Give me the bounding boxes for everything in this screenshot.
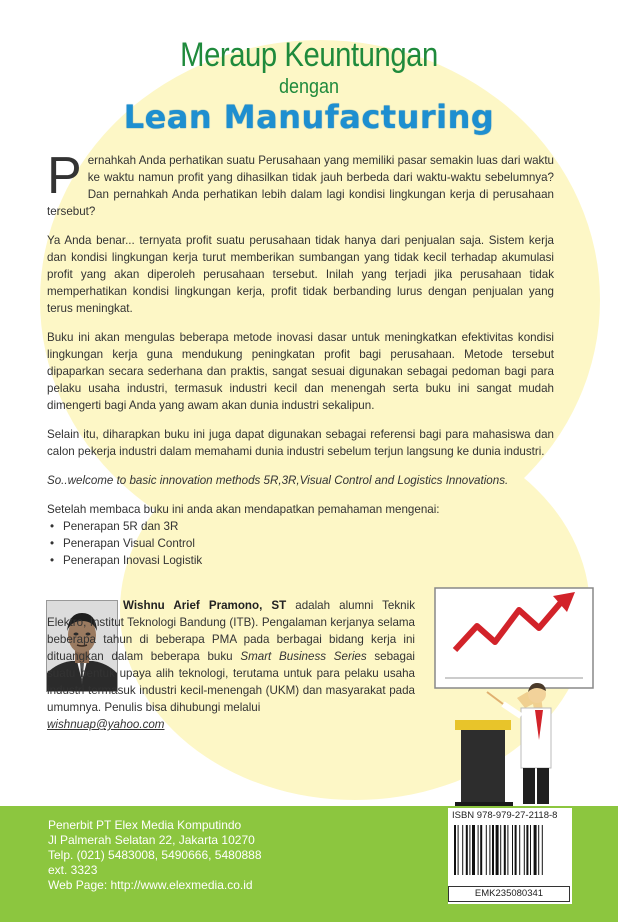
title-line-2: dengan (278, 76, 340, 98)
barcode-bar (507, 825, 508, 875)
barcode-bar (496, 825, 499, 875)
barcode-bar (466, 825, 468, 875)
author-bio-part2: sebagai suatu bentuk upaya alih teknologi, terutama untuk para pelaku usaha industri termasuk industri kecil-menengah (UKM) dan masyarakat pada umumnya. Penulis bisa dihubungi melalui (47, 650, 415, 714)
title-line-1: Meraup Keuntungan (180, 36, 438, 74)
publisher-phone: Telp. (021) 5483008, 5490666, 5480888 (48, 848, 262, 862)
publisher-info (48, 818, 262, 893)
paragraph-1: Ya Anda benar... ternyata profit suatu perusahaan tidak hanya dari penjualan saja. Sistem kerja dan kondisi lingkungan kerja turut memberikan sumbangan yang tidak kecil terhadap akumulasi profit yang akan diperoleh perusahaan tersebut. Inilah yang terjadi jika perusahaan tidak memperhatikan kondisi lingkungan kerja, profit tidak berbanding lurus dengan penjualan yang terus meningkat. (47, 234, 554, 315)
presenter-illustration (425, 580, 605, 810)
benefits-list (47, 518, 554, 569)
publisher-web: Web Page: http://www.elexmedia.co.id (48, 878, 253, 892)
barcode (452, 825, 568, 881)
title-line-3: Lean Manufacturing (123, 98, 495, 136)
author-bio-part1: adalah alumni Teknik Elektro, Institut Teknologi Bandung (ITB). Pengalaman kerjanya selama beberapa tahun di beberapa PMA pada berbagai bidang kerja ini dituangkan dalam beberapa buku (47, 599, 415, 663)
barcode-bar (519, 825, 520, 875)
dropcap: P (47, 147, 82, 205)
blurb (47, 147, 554, 569)
barcode-bar (480, 825, 482, 875)
intro-paragraph (47, 147, 554, 220)
benefit-item: • Penerapan Inovasi Logistik (47, 552, 554, 569)
isbn-label: ISBN 978-979-27-2118-8 (452, 810, 558, 821)
tagline: So..welcome to basic innovation methods 5R,3R,Visual Control and Logistics Innovations. (47, 474, 509, 487)
barcode-bar (530, 825, 531, 875)
publisher-name: Penerbit PT Elex Media Komputindo (48, 818, 242, 832)
barcode-bar (454, 825, 456, 875)
barcode-bar (512, 825, 513, 875)
barcode-bar (462, 825, 463, 875)
author-bio (47, 597, 415, 733)
author-name: Wishnu Arief Pramono, ST (123, 599, 287, 612)
benefits-intro: Setelah membaca buku ini anda akan mendapatkan pemahaman mengenai: (47, 503, 440, 516)
barcode-bar (534, 825, 537, 875)
barcode-bar (524, 825, 525, 875)
product-code: EMK235080341 (448, 886, 570, 902)
barcode-bar (538, 825, 539, 875)
paragraph-2: Buku ini akan mengulas beberapa metode inovasi dasar untuk meningkatkan efektivitas kondisi lingkungan kerja guna mendukung peningkatan profit bagi perusahaan. Metode tersebut dipaparkan secara sederhana dan praktis, sangat sesuai digunakan sebagai pedoman bagi para pelaku usaha industri, termasuk industri kecil dan menengah serta buku ini sangat mudah dimengerti bagi Anda yang awam akan dunia industri sekalipun. (47, 331, 554, 412)
author-email-link[interactable]: wishnuap@yahoo.com (47, 718, 165, 731)
intro-text: ernahkah Anda perhatikan suatu Perusahaan yang memiliki pasar semakin luas dari waktu ke waktu namun profit yang dihasilkan tidak jauh berbeda dari waktu-waktu sebelumnya? Dan pernahkah Anda perhatikan lebih dalam lagi kondisi lingkungan kerja di perusahaan tersebut? (47, 154, 554, 218)
barcode-bar (504, 825, 506, 875)
publisher-address: Jl Palmerah Selatan 22, Jakarta 10270 (48, 833, 255, 847)
barcode-bar (469, 825, 470, 875)
barcode-bar (542, 825, 543, 875)
barcode-bar (458, 825, 459, 875)
barcode-bar (486, 825, 487, 875)
barcode-bar (526, 825, 528, 875)
barcode-bar (478, 825, 479, 875)
barcode-bar (489, 825, 490, 875)
barcode-bar (492, 825, 494, 875)
series-name: Smart Business Series (240, 650, 367, 663)
publisher-ext: ext. 3323 (48, 863, 98, 877)
barcode-bar (515, 825, 517, 875)
paragraph-3: Selain itu, diharapkan buku ini juga dapat digunakan sebagai referensi bagi para mahasiswa dan calon pekerja industri dalam memahami dunia industri sebelum terjun langsung ke dunia industri. (47, 428, 554, 458)
barcode-bar (472, 825, 475, 875)
benefit-item: • Penerapan 5R dan 3R (47, 518, 554, 535)
benefit-item: • Penerapan Visual Control (47, 535, 554, 552)
barcode-bar (500, 825, 501, 875)
